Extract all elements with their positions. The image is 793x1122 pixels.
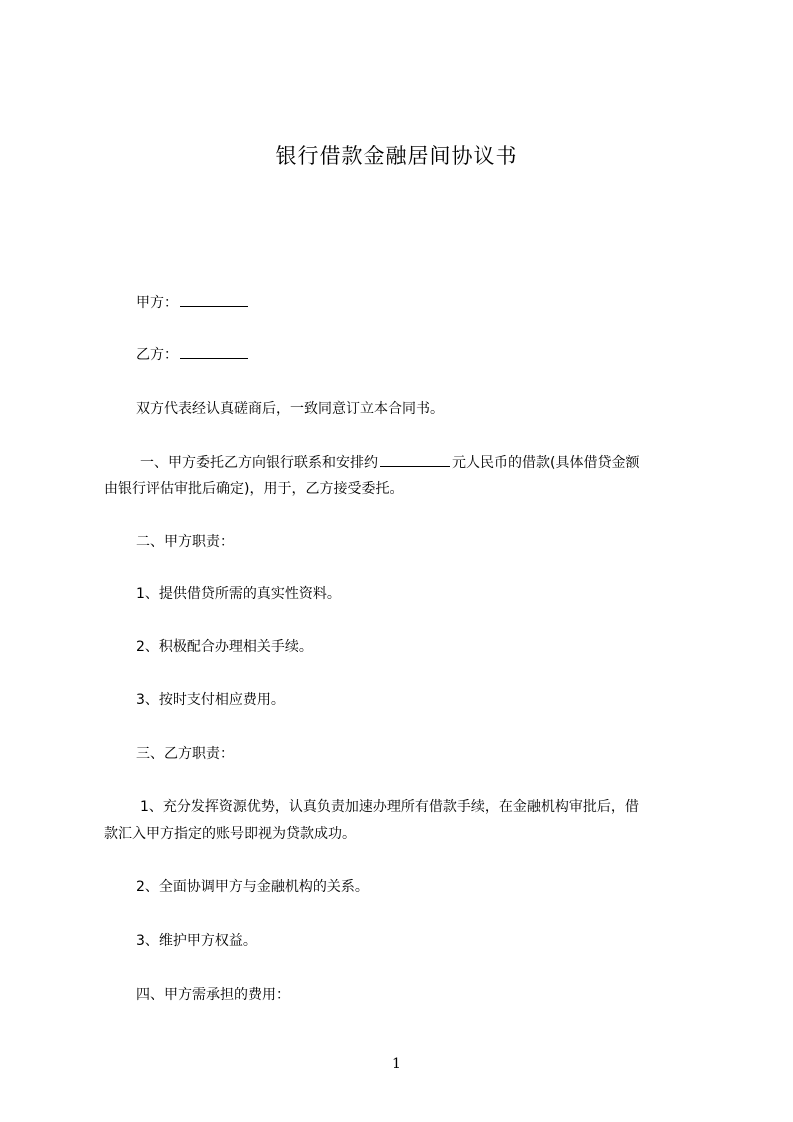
- document-title: 银行借款金融居间协议书: [275, 144, 518, 168]
- party-a-line: [112, 289, 712, 317]
- party-b-line: [112, 341, 712, 369]
- party-b-blank[interactable]: [180, 344, 248, 359]
- section3-heading: [112, 740, 712, 768]
- party-b-label: 乙方：: [136, 347, 178, 363]
- clause1-line1: [112, 449, 712, 477]
- section3-item-text: 2、全面协调甲方与金融机构的关系。: [136, 879, 369, 895]
- page-number: 1: [392, 1056, 401, 1072]
- section3-item1-line2: [104, 820, 712, 848]
- section3-item: [112, 927, 712, 955]
- section3-item: [112, 873, 712, 901]
- clause1-text-part1: 一、甲方委托乙方向银行联系和安排约: [140, 455, 378, 471]
- section2-heading: [112, 528, 712, 556]
- section4-heading: [112, 981, 712, 1009]
- party-a-blank[interactable]: [180, 292, 248, 307]
- section4-heading-text: 四、甲方需承担的费用：: [136, 987, 290, 1003]
- section3-heading-text: 三、乙方职责：: [136, 746, 234, 762]
- section3-item1-text-line2: 款汇入甲方指定的账号即视为贷款成功。: [104, 826, 356, 842]
- section2-item: [112, 633, 712, 661]
- section3-item-text: 3、维护甲方权益。: [136, 933, 257, 949]
- clause1-text-part2: 元人民币的借款(具体借贷金额: [452, 455, 640, 471]
- section2-item: [112, 580, 712, 608]
- section3-item1-text-line1: 1、充分发挥资源优势，认真负责加速办理所有借款手续，在金融机构审批后，借: [140, 799, 639, 815]
- section2-item: [112, 686, 712, 714]
- clause1-line2: [104, 475, 712, 503]
- section2-item-text: 1、提供借贷所需的真实性资料。: [136, 586, 341, 602]
- intro-text: 双方代表经认真磋商后，一致同意订立本合同书。: [136, 401, 444, 417]
- intro-paragraph: [112, 395, 712, 423]
- section3-item1-line1: [112, 793, 712, 821]
- section2-item-text: 3、按时支付相应费用。: [136, 692, 285, 708]
- clause1-text-line2: 由银行评估审批后确定)，用于，乙方接受委托。: [104, 481, 404, 497]
- party-a-label: 甲方：: [136, 295, 178, 311]
- section2-item-text: 2、积极配合办理相关手续。: [136, 639, 313, 655]
- loan-amount-blank[interactable]: [380, 452, 450, 467]
- section2-heading-text: 二、甲方职责：: [136, 534, 234, 550]
